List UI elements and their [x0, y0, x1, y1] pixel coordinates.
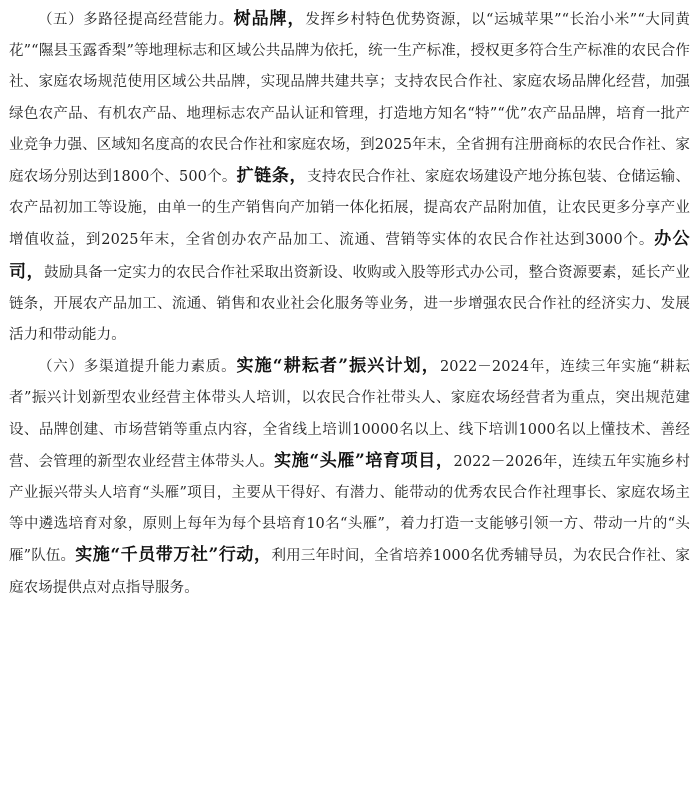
body-text: 鼓励具备一定实力的农民合作社采取出资新设、收购或入股等形式办公司，整合资源要素，延长产业链条，开展农产品加工、流通、销售和农业社会化服务等业务，进一步增强农民合作社的经济实力、发展活力和带动能力。: [9, 264, 691, 344]
bold-keyword-touyan: 实施“头雁”培育项目，: [274, 450, 454, 471]
bold-keyword-company: 办公司，: [9, 229, 690, 282]
section-heading: （五）多路径提高经营能力。: [38, 12, 234, 28]
paragraph-five: [9, 4, 690, 351]
bold-keyword-qianyuan: 实施“千员带万社”行动，: [75, 545, 272, 566]
body-text: 支持农民合作社、家庭农场建设产地分拣包装、仓储运输、农产品初加工等设施，由单一的生产销售向产加销一体化拓展，提高农产品附加值，让农民更多分享产业增值收益，到2025年末，全省创办农产品加工、流通、营销等实体的农民合作社达到3000个。: [9, 169, 690, 249]
body-text: 利用三年时间，全省培养1000名优秀辅导员，为农民合作社、家庭农场提供点对点指导服务。: [9, 548, 690, 596]
body-text: 2022－2026年，连续五年实施乡村产业振兴带头人培育“头雁”项目，主要从干得好、有潜力、能带动的优秀农民合作社理事长、家庭农场主等中遴选培育对象，原则上每年为每个县培育10名“头雁”，着力打造一支能够引领一方、带动一片的“头雁”队伍。: [9, 453, 690, 565]
bold-keyword-gengyunzhe: 实施“耕耘者”振兴计划，: [236, 356, 440, 377]
section-heading: （六）多渠道提升能力素质。: [38, 359, 237, 376]
bold-keyword-chain: 扩链条，: [236, 166, 308, 187]
bold-keyword-brand: 树品牌，: [233, 9, 306, 29]
body-text: 发挥乡村特色优势资源，以“运城苹果”“长治小米”“大同黄花”“隰县玉露香梨”等地理标志和区域公共品牌为依托，统一生产标准，授权更多符合生产标准的农民合作社、家庭农场规范使用区域公共品牌，实现品牌共建共享；支持农民合作社、家庭农场品牌化经营，加强绿色农产品、有机农产品、地理标志农产品认证和管理，打造地方知名“特”“优”农产品品牌，培育一批产业竞争力强、区域知名度高的农民合作社和家庭农场，到2025年末，全省拥有注册商标的农民合作社、家庭农场分别达到1800个、500个。: [9, 12, 690, 186]
paragraph-six: [9, 351, 690, 604]
body-text: 2022－2024年，连续三年实施“耕耘者”振兴计划新型农业经营主体带头人培训，以农民合作社带头人、家庭农场经营者为重点，突出规范建设、品牌创建、市场营销等重点内容，全省线上培训10000名以上、线下培训1000名以上懂技术、善经营、会管理的新型农业经营主体带头人。: [9, 359, 690, 470]
